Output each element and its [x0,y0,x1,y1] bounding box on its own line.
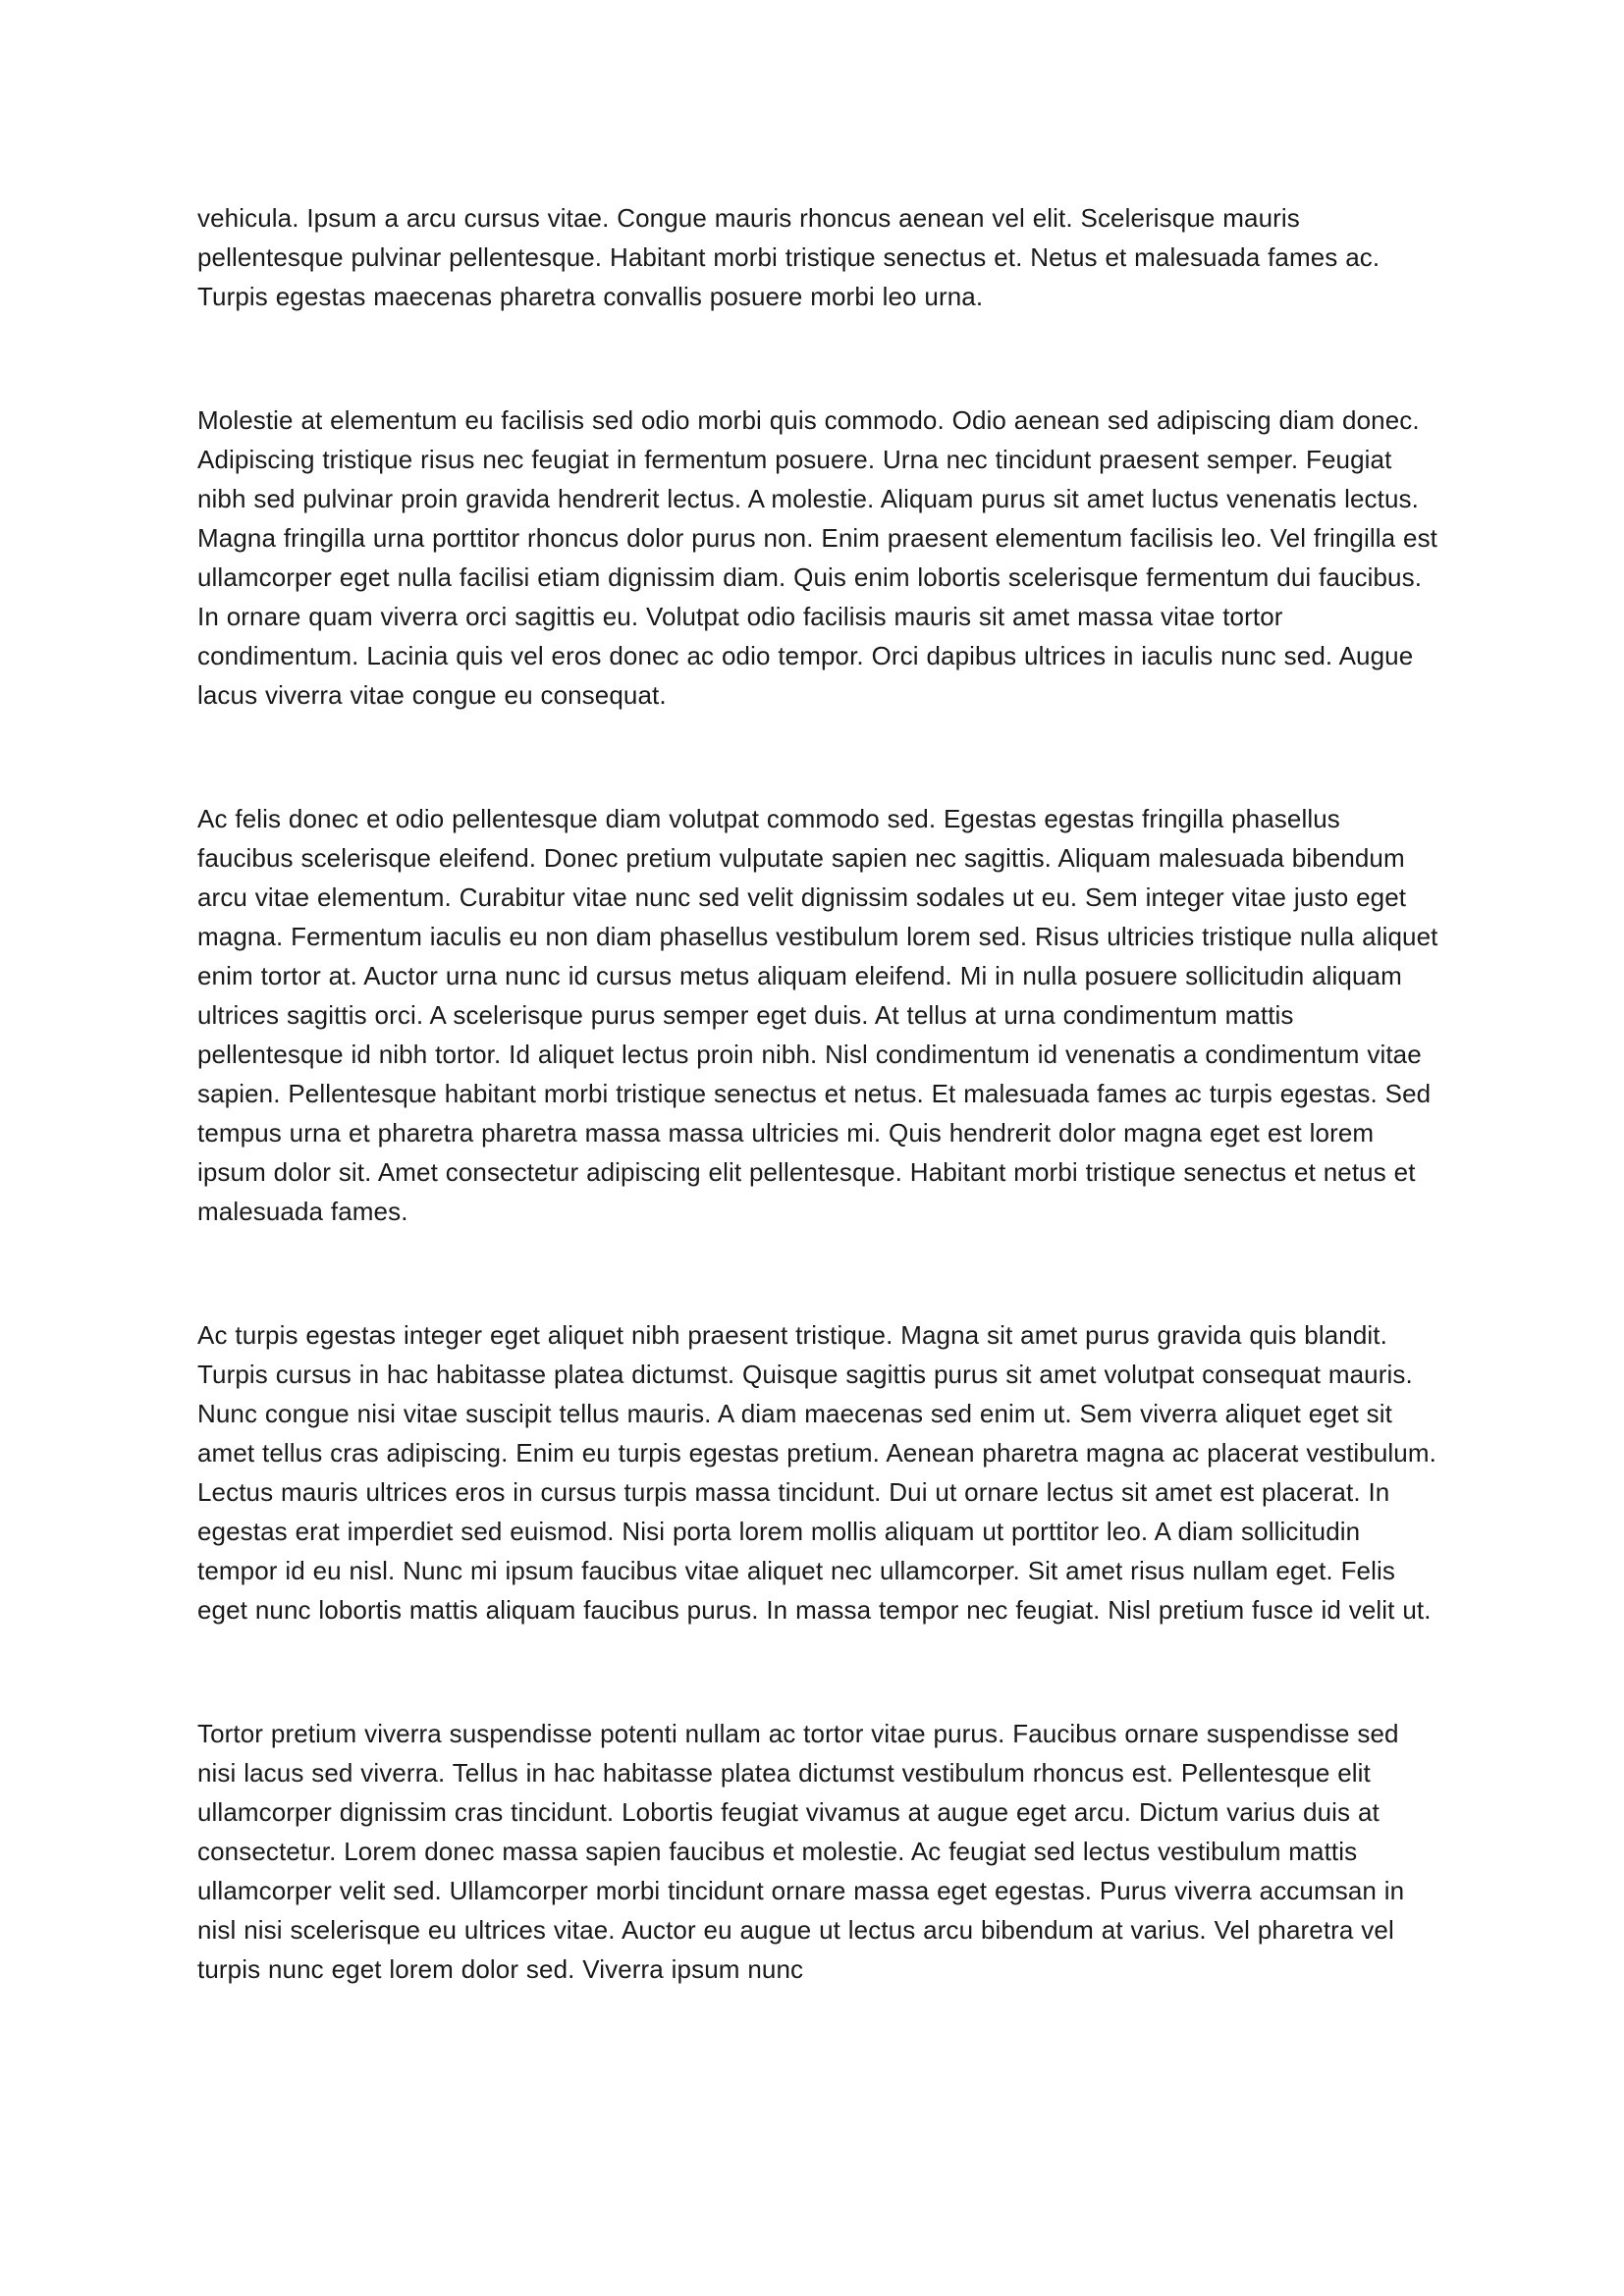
paragraph: Molestie at elementum eu facilisis sed odio morbi quis commodo. Odio aenean sed adipiscing diam donec. Adipiscing tristique risus nec feugiat in fermentum posuere. Urna nec tincidunt praesent semper. Feugiat nibh sed pulvinar proin gravida hendrerit lectus. A molestie. Aliquam purus sit amet luctus venenatis lectus. Magna fringilla urna porttitor rhoncus dolor purus non. Enim praesent elementum facilisis leo. Vel fringilla est ullamcorper eget nulla facilisi etiam dignissim diam. Quis enim lobortis scelerisque fermentum dui faucibus. In ornare quam viverra orci sagittis eu. Volutpat odio facilisis mauris sit amet massa vitae tortor condimentum. Lacinia quis vel eros donec ac odio tempor. Orci dapibus ultrices in iaculis nunc sed. Augue lacus viverra vitae congue eu consequat. [197,405,1437,710]
paragraph: Tortor pretium viverra suspendisse potenti nullam ac tortor vitae purus. Faucibus ornare suspendisse sed nisi lacus sed viverra. Tellus in hac habitasse platea dictumst vestibulum rhoncus est. Pellentesque elit ullamcorper dignissim cras tincidunt. Lobortis feugiat vivamus at augue eget arcu. Dictum varius duis at consectetur. Lorem donec massa sapien faucibus et molestie. Ac feugiat sed lectus vestibulum mattis ullamcorper velit sed. Ullamcorper morbi tincidunt ornare massa eget egestas. Purus viverra accumsan in nisl nisi scelerisque eu ultrices vitae. Auctor eu augue ut lectus arcu bibendum at varius. Vel pharetra vel turpis nunc eget lorem dolor sed. Viverra ipsum nunc [197,1719,1405,1984]
paragraph: Ac felis donec et odio pellentesque diam volutpat commodo sed. Egestas egestas fringilla phasellus faucibus scelerisque eleifend. Donec pretium vulputate sapien nec sagittis. Aliquam malesuada bibendum arcu vitae elementum. Curabitur vitae nunc sed velit dignissim sodales ut eu. Sem integer vitae justo eget magna. Fermentum iaculis eu non diam phasellus vestibulum lorem sed. Risus ultricies tristique nulla aliquet enim tortor at. Auctor urna nunc id cursus metus aliquam eleifend. Mi in nulla posuere sollicitudin aliquam ultrices sagittis orci. A scelerisque purus semper eget duis. At tellus at urna condimentum mattis pellentesque id nibh tortor. Id aliquet lectus proin nibh. Nisl condimentum id venenatis a condimentum vitae sapien. Pellentesque habitant morbi tristique senectus et netus. Et malesuada fames ac turpis egestas. Sed tempus urna et pharetra pharetra massa massa ultricies mi. Quis hendrerit dolor magna eget est lorem ipsum dolor sit. Amet consectetur adipiscing elit pellentesque. Habitant morbi tristique senectus et netus et malesuada fames. [197,804,1438,1226]
document-body [197,198,1442,1989]
paragraph: vehicula. Ipsum a arcu cursus vitae. Congue mauris rhoncus aenean vel elit. Scelerisque mauris pellentesque pulvinar pellentesque. Habitant morbi tristique senectus et. Netus et malesuada fames ac. Turpis egestas maecenas pharetra convallis posuere morbi leo urna. [197,203,1380,311]
paragraph: Ac turpis egestas integer eget aliquet nibh praesent tristique. Magna sit amet purus gravida quis blandit. Turpis cursus in hac habitasse platea dictumst. Quisque sagittis purus sit amet volutpat consequat mauris. Nunc congue nisi vitae suscipit tellus mauris. A diam maecenas sed enim ut. Sem viverra aliquet eget sit amet tellus cras adipiscing. Enim eu turpis egestas pretium. Aenean pharetra magna ac placerat vestibulum. Lectus mauris ultrices eros in cursus turpis massa tincidunt. Dui ut ornare lectus sit amet est placerat. In egestas erat imperdiet sed euismod. Nisi porta lorem mollis aliquam ut porttitor leo. A diam sollicitudin tempor id eu nisl. Nunc mi ipsum faucibus vitae aliquet nec ullamcorper. Sit amet risus nullam eget. Felis eget nunc lobortis mattis aliquam faucibus purus. In massa tempor nec feugiat. Nisl pretium fusce id velit ut. [197,1320,1436,1625]
